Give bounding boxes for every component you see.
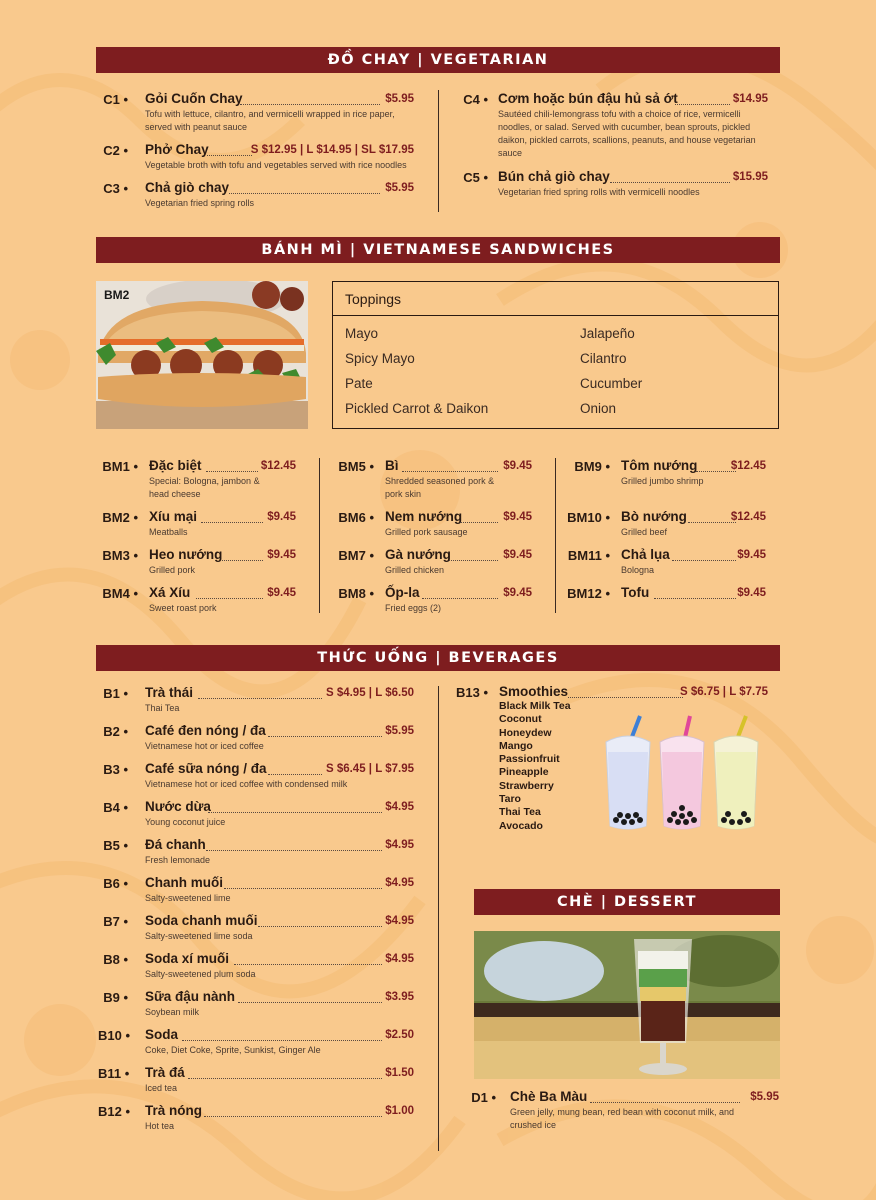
item-name: Ốp-la [385,585,420,600]
item-code: B13 • [448,685,488,700]
item-name: Bò nướng [621,509,687,524]
item-description: Grilled pork [149,565,196,575]
item-price: $2.50 [385,1029,414,1041]
item-price: $9.45 [737,549,766,561]
item-name: Soda xí muối [145,951,230,966]
item-name: Trà đá [145,1065,185,1080]
item-code: BM12 • [566,586,610,601]
item-name: Gỏi Cuốn Chay [145,91,243,106]
flavor-item: Honeydew [499,726,552,739]
item-price: $9.45 [503,587,532,599]
item-price: $9.45 [503,460,532,472]
item-code: B3 • [98,762,128,777]
item-code: D1 • [466,1090,496,1105]
item-description: Fresh lemonade [145,855,211,865]
item-code: C2 • [98,143,128,158]
section-banner-vegetarian: ĐỒ CHAY | VEGETARIAN [96,47,780,73]
item-code: BM3 • [98,548,138,563]
flavor-item: Strawberry [499,779,554,792]
flavor-item: Taro [499,793,521,806]
item-description: Coke, Diet Coke, Sprite, Sunkist, Ginger Ale [145,1045,321,1055]
item-price: $1.50 [385,1067,414,1079]
item-name: Đá chanh [145,837,206,852]
flavor-item: Avocado [499,819,543,832]
item-name: Chanh muối [145,875,223,890]
item-code: C3 • [98,181,128,196]
item-description: Young coconut juice [145,817,226,827]
topping-item: Pickled Carrot & Daikon [345,401,489,416]
item-name: Gà nướng [385,547,451,562]
item-name: Đặc biệt [149,458,202,473]
item-description: Shredded seasoned pork & pork skin [385,476,495,499]
photo-label: BM2 [104,288,130,302]
item-description: Special: Bologna, jambon & head cheese [149,476,260,499]
item-price: $12.45 [260,460,296,472]
item-name: Tôm nướng [621,458,698,473]
item-name: Phở Chay [145,142,209,157]
item-description: Tofu with lettuce, cilantro, and vermicelli wrapped in rice paper, served with peanut sauce [145,109,395,132]
item-price: $4.95 [385,839,414,851]
topping-item: Mayo [345,326,379,341]
item-name: Bì [385,458,399,473]
item-code: B9 • [98,990,128,1005]
item-description: Fried eggs (2) [385,603,442,613]
item-code: BM9 • [570,459,610,474]
item-name: Nem nướng [385,509,463,524]
item-price: $9.45 [267,587,296,599]
item-price: $9.45 [267,549,296,561]
flavor-item: Passionfruit [499,753,560,766]
flavor-item: Black Milk Tea [499,700,571,712]
item-name: Nước dừa [145,799,211,814]
item-name: Bún chả giò chay [498,169,610,184]
item-name: Soda [145,1027,179,1042]
dessert-photo [474,931,780,1079]
item-description: Salty-sweetened lime soda [145,931,253,941]
item-description: Grilled jumbo shrimp [621,476,704,486]
item-name: Soda chanh muối [145,913,258,928]
item-description: Iced tea [145,1083,178,1093]
item-name: Xá Xíu [149,585,191,600]
item-code: C4 • [458,92,488,107]
item-code: BM8 • [334,586,374,601]
flavor-item: Mango [499,739,533,752]
item-description: Salty-sweetened plum soda [145,969,256,979]
topping-item: Onion [580,401,617,416]
item-code: B11 • [98,1066,128,1081]
topping-item: Spicy Mayo [345,351,415,366]
item-price: $5.95 [750,1091,779,1103]
item-name: Chè Ba Màu [510,1089,588,1104]
item-price: $4.95 [385,801,414,813]
item-price: S $4.95 | L $6.50 [325,687,414,699]
column-divider [319,458,320,613]
item-name: Sữa đậu nành [145,989,236,1004]
item-name: Xíu mại [149,509,198,524]
flavor-item: Pineapple [499,766,549,779]
item-price: $1.00 [385,1105,414,1117]
item-code: BM4 • [98,586,138,601]
item-description: Meatballs [149,527,188,537]
item-name: Trà thái [145,685,194,700]
item-code: B6 • [98,876,128,891]
item-description: Green jelly, mung bean, red bean with coconut milk, and crushed ice [510,1107,734,1130]
item-name: Chả giò chay [145,180,230,195]
item-price: $9.45 [737,587,766,599]
item-code: BM11 • [566,548,610,563]
dot-leader [590,1102,740,1103]
item-description: Thai Tea [145,703,180,713]
item-description: Vegetarian fried spring rolls [145,198,255,208]
item-name: Café đen nóng / đa [145,723,266,738]
column-divider [555,458,556,613]
smoothie-flavor-list [499,700,571,833]
item-description: Soybean milk [145,1007,200,1017]
item-price: $9.45 [503,549,532,561]
item-code: B4 • [98,800,128,815]
item-price: $4.95 [385,877,414,889]
item-price: $5.95 [385,182,414,194]
item-name: Cơm hoặc bún đậu hủ sả ớt [498,91,678,106]
section-banner-beverages: THỨC UỐNG | BEVERAGES [96,645,780,671]
item-description: Grilled beef [621,527,668,537]
item-code: B5 • [98,838,128,853]
item-price: $3.95 [385,991,414,1003]
item-description: Vegetarian fried spring rolls with vermicelli noodles [498,187,700,197]
item-description: Grilled chicken [385,565,445,575]
item-price: S $12.95 | L $14.95 | SL $17.95 [250,144,414,156]
item-description: Vietnamese hot or iced coffee with condensed milk [145,779,348,789]
column-divider [438,90,439,212]
item-name: Trà nóng [145,1103,202,1118]
item-code: B10 • [98,1028,128,1043]
item-price: $14.95 [732,93,768,105]
item-description: Vietnamese hot or iced coffee [145,741,264,751]
item-code: C5 • [458,170,488,185]
item-description: Sweet roast pork [149,603,217,613]
item-price: $9.45 [503,511,532,523]
column-divider [438,686,439,1151]
item-code: B8 • [98,952,128,967]
topping-item: Pate [345,376,373,391]
item-code: BM1 • [98,459,138,474]
item-price: $15.95 [732,171,768,183]
topping-item: Jalapeño [580,326,635,341]
section-banner-banh-mi: BÁNH MÌ | VIETNAMESE SANDWICHES [96,237,780,263]
item-code: BM6 • [334,510,374,525]
item-price: $9.45 [267,511,296,523]
item-price: $12.45 [730,511,766,523]
item-code: B12 • [98,1104,128,1119]
item-code: B7 • [98,914,128,929]
item-price: $4.95 [385,915,414,927]
item-code: BM2 • [98,510,138,525]
item-price: $5.95 [385,725,414,737]
section-banner-dessert: CHÈ | DESSERT [474,889,780,915]
item-code: BM10 • [566,510,610,525]
item-name: Café sữa nóng / đa [145,761,267,776]
banh-mi-photo [96,281,308,429]
toppings-title: Toppings [333,282,778,316]
item-description: Salty-sweetened lime [145,893,231,903]
item-description: Bologna [621,565,655,575]
item-description: Hot tea [145,1121,175,1131]
item-description: Vegetable broth with tofu and vegetables served with rice noodles [145,160,407,170]
topping-item: Cilantro [580,351,627,366]
item-code: BM5 • [334,459,374,474]
item-price: S $6.75 | L $7.75 [679,686,768,698]
topping-item: Cucumber [580,376,643,391]
item-code: BM7 • [334,548,374,563]
smoothie-cups-illustration [600,712,770,834]
item-price: $5.95 [385,93,414,105]
item-code: B1 • [98,686,128,701]
toppings-box [332,281,779,429]
item-name: Tofu [621,585,650,600]
flavor-item: Thai Tea [499,806,541,819]
item-name: Chả lụa [621,547,670,562]
item-name: Heo nướng [149,547,223,562]
item-price: $4.95 [385,953,414,965]
flavor-item: Coconut [499,713,542,726]
item-code: B2 • [98,724,128,739]
item-code: C1 • [98,92,128,107]
item-price: $12.45 [730,460,766,472]
item-description: Sautéed chili-lemongrass tofu with a choice of rice, vermicelli noodles, or salad. Served with cucumber, bean sprouts, pickled daikon, pickled carrots, scallions, peanuts, and house vegetarian sauce [498,109,756,158]
item-description: Grilled pork sausage [385,527,468,537]
item-name: Smoothies [499,684,569,699]
item-price: S $6.45 | L $7.95 [325,763,414,775]
